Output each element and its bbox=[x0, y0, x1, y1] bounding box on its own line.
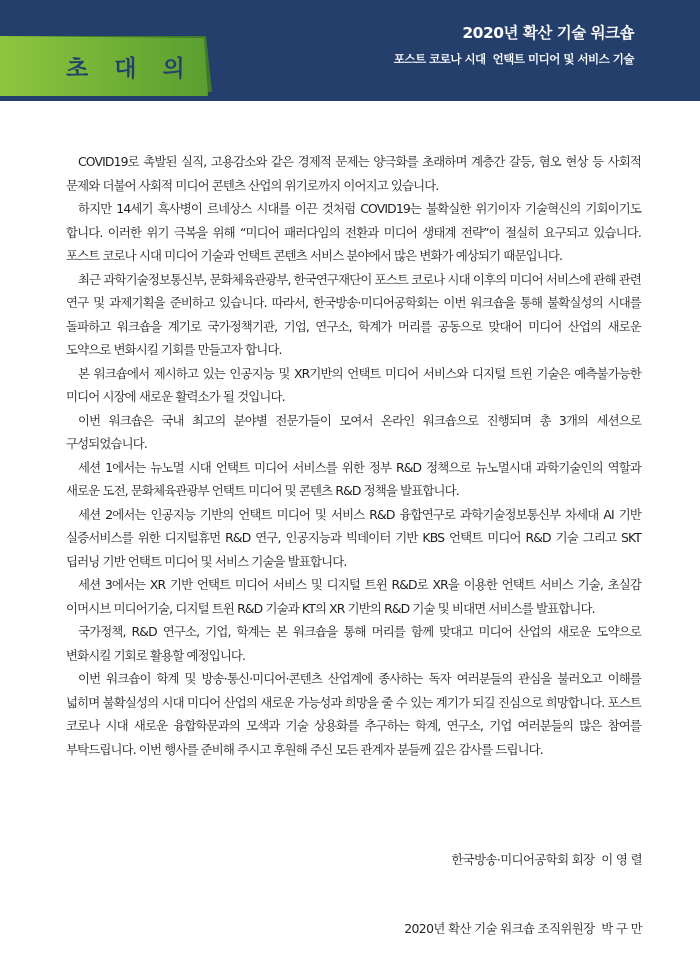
letter-paragraph: 이번 워크숍이 학계 및 방송·통신·미디어·콘텐츠 산업계에 종사하는 독자 여러분들의 관심을 불러오고 이해를 넓히며 불확실성의 시대 미디어 산업의 새로운 가능성과 희망을 줄 수 있는 계기가 되길 진심으로 희망합니다. 포스트 코로나 시대 새로운 융합학문과의 모색과 기술 상용화를 추구하는 학계, 연구소, 기업 여러분들의 많은 참여를 부탁드립니다. 이번 행사를 준비해 주시고 후원해 주신 모든 관계자 분들께 깊은 감사를 드립니다. bbox=[66, 671, 641, 757]
signature-society-president: 한국방송·미디어공학회 회장 이 영 렬 bbox=[451, 852, 642, 867]
letter-paragraph: 세션 1에서는 뉴노멀 시대 언택트 미디어 서비스를 위한 정부 R&D 정책으로 뉴노멀시대 과학기술인의 역할과 새로운 도전, 문화체육관광부 언택트 미디어 및 콘텐츠 R&D 정책을 발표합니다. bbox=[66, 459, 641, 498]
section-label: 초 대 의 글 bbox=[66, 56, 242, 82]
letter-paragraph: 본 워크숍에서 제시하고 있는 인공지능 및 XR기반의 언택트 미디어 서비스와 디지털 트윈 기술은 예측불가능한 미디어 시장에 새로운 활력소가 될 것입니다. bbox=[66, 365, 641, 404]
letter-paragraph: 하지만 14세기 흑사병이 르네상스 시대를 이끈 것처럼 COVID19는 불확실한 위기이자 기술혁신의 기회이기도 합니다. 이러한 위기 극복을 위해 “미디어 패러다임의 전환과 미디어 생태계 전략”이 절실히 요구되고 있습니다. 포스트 코로나 시대 미디어 기술과 언택트 콘텐츠 서비스 분야에서 많은 변화가 예상되기 때문입니다. bbox=[66, 201, 641, 263]
invitation-letter-body bbox=[66, 150, 641, 761]
event-subtitle: 포스트 코로나 시대 언택트 미디어 및 서비스 기술 bbox=[393, 52, 634, 66]
letter-paragraph: 최근 과학기술정보통신부, 문화체육관광부, 한국연구재단이 포스트 코로나 시대 이후의 미디어 서비스에 관해 관련 연구 및 과제기획을 준비하고 있습니다. 따라서, 한국방송·미디어공학회는 이번 워크숍을 통해 불확실성의 시대를 돌파하고 워크숍을 계기로 국가정책기관, 기업, 연구소, 학계가 머리를 공동으로 맞대어 미디어 산업의 새로운 도약으로 변화시킬 기회를 만들고자 합니다. bbox=[66, 271, 641, 357]
signature-block bbox=[404, 802, 642, 963]
letter-paragraph: 세션 2에서는 인공지능 기반의 언택트 미디어 및 서비스 R&D 융합연구로 과학기술정보통신부 차세대 AI 기반 실증서비스를 위한 디지털휴먼 R&D 연구, 인공지능과 빅데이터 기반 KBS 언택트 미디어 R&D 기술 그리고 SKT 딥러닝 기반 언택트 미디어 및 서비스 기술을 발표합니다. bbox=[66, 506, 641, 569]
letter-paragraph: 이번 워크숍은 국내 최고의 분야별 전문가들이 모여서 온라인 워크숍으로 진행되며 총 3개의 세션으로 구성되었습니다. bbox=[66, 412, 641, 451]
signature-committee-chair: 2020년 확산 기술 워크숍 조직위원장 박 구 만 bbox=[404, 921, 642, 936]
letter-paragraph: COVID19로 촉발된 실직, 고용감소와 같은 경제적 문제는 양극화를 초래하며 계층간 갈등, 혐오 현상 등 사회적 문제와 더불어 사회적 미디어 콘텐츠 산업의 위기로까지 이어지고 있습니다. bbox=[66, 154, 641, 193]
letter-paragraph: 세션 3에서는 XR 기반 언택트 미디어 서비스 및 디지털 트윈 R&D로 XR을 이용한 언택트 서비스 기술, 초실감 이머시브 미디어기술, 디지털 트윈 R&D 기술과 KT의 XR 기반의 R&D 기술 및 비대면 서비스를 발표합니다. bbox=[66, 577, 641, 616]
event-title: 2020년 확산 기술 워크숍 bbox=[462, 24, 634, 42]
letter-paragraph: 국가정책, R&D 연구소, 기업, 학계는 본 워크숍을 통해 머리를 함께 맞대고 미디어 산업의 새로운 도약으로 변화시킬 기회로 활용할 예정입니다. bbox=[66, 624, 641, 663]
